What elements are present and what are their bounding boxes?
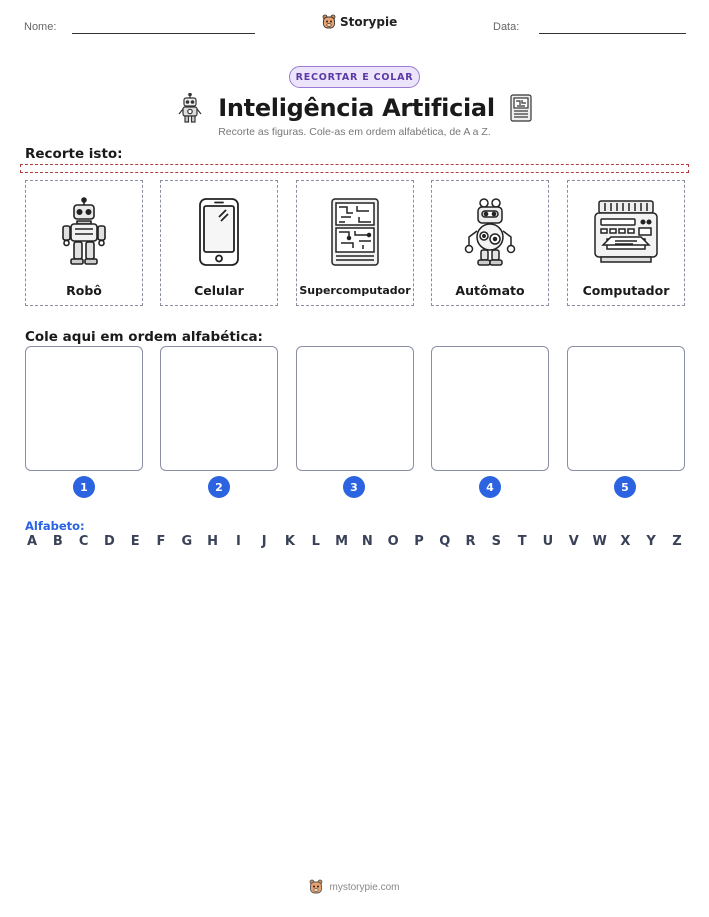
- card-label: Celular: [194, 283, 244, 298]
- alphabet-letter: Z: [672, 534, 682, 549]
- title-row: [0, 90, 709, 126]
- footer: [0, 879, 709, 895]
- cut-card-supercomputador[interactable]: [296, 180, 414, 306]
- slot-number-4: 4: [479, 476, 501, 498]
- alphabet-letter: T: [517, 534, 527, 549]
- alphabet-row: [25, 534, 684, 549]
- alphabet-heading: Alfabeto:: [25, 519, 85, 533]
- slot-number-2: 2: [208, 476, 230, 498]
- storypie-mascot-icon: [309, 879, 323, 895]
- paste-slot-2[interactable]: [160, 346, 278, 471]
- storypie-mascot-icon: [322, 14, 336, 30]
- alphabet-letter: H: [207, 534, 219, 549]
- alphabet-letter: B: [52, 534, 63, 549]
- alphabet-letter: U: [542, 534, 554, 549]
- card-label: Autômato: [455, 283, 525, 298]
- cut-card-automato[interactable]: [431, 180, 549, 306]
- alphabet-letter: O: [387, 534, 399, 549]
- alphabet-letter: I: [235, 534, 241, 549]
- slot-number-3: 3: [343, 476, 365, 498]
- name-line[interactable]: [72, 33, 255, 34]
- card-label: Supercomputador: [299, 284, 411, 297]
- supercomputer-deco-icon: [509, 93, 533, 123]
- alphabet-letter: C: [78, 534, 89, 549]
- alphabet-letter: L: [311, 534, 320, 549]
- slot-number-1: 1: [73, 476, 95, 498]
- instructions: Recorte as figuras. Cole-as em ordem alfabética, de A a Z.: [218, 126, 491, 138]
- robot-icon: [59, 197, 109, 267]
- date-line[interactable]: [539, 33, 686, 34]
- page-title: Inteligência Artificial: [218, 94, 495, 122]
- alphabet-letter: M: [335, 534, 349, 549]
- alphabet-letter: S: [491, 534, 502, 549]
- automaton-icon: [460, 197, 520, 267]
- alphabet-letter: G: [181, 534, 193, 549]
- alphabet-letter: V: [568, 534, 579, 549]
- alphabet-letter: Y: [646, 534, 656, 549]
- paste-slot-5[interactable]: [567, 346, 685, 471]
- paste-heading: Cole aqui em ordem alfabética:: [25, 329, 263, 345]
- paste-slot-1[interactable]: [25, 346, 143, 471]
- paste-slot-4[interactable]: [431, 346, 549, 471]
- date-label: Data:: [493, 21, 520, 33]
- alphabet-letter: F: [156, 534, 166, 549]
- cut-line: [20, 164, 689, 173]
- cut-card-celular[interactable]: [160, 180, 278, 306]
- alphabet-letter: K: [284, 534, 295, 549]
- robot-deco-icon: [176, 93, 204, 123]
- alphabet-letter: A: [26, 534, 38, 549]
- alphabet-letter: N: [361, 534, 373, 549]
- alphabet-letter: X: [620, 534, 631, 549]
- alphabet-letter: J: [261, 534, 267, 549]
- cut-heading: Recorte isto:: [25, 146, 123, 162]
- card-label: Computador: [582, 283, 670, 298]
- supercomputer-icon: [329, 197, 381, 267]
- alphabet-letter: W: [592, 534, 607, 549]
- brand-name: Storypie: [340, 15, 398, 29]
- activity-badge: RECORTAR E COLAR: [289, 66, 420, 88]
- card-label: Robô: [66, 283, 102, 298]
- alphabet-letter: D: [103, 534, 115, 549]
- cellphone-icon: [196, 197, 242, 267]
- alphabet-letter: Q: [439, 534, 451, 549]
- computer-icon: [591, 199, 661, 265]
- name-label: Nome:: [24, 21, 57, 33]
- footer-url[interactable]: mystorypie.com: [329, 881, 400, 893]
- cut-card-robo[interactable]: [25, 180, 143, 306]
- alphabet-letter: R: [465, 534, 476, 549]
- alphabet-letter: P: [414, 534, 424, 549]
- slot-number-5: 5: [614, 476, 636, 498]
- cut-card-computador[interactable]: [567, 180, 685, 306]
- brand-logo: [322, 14, 397, 30]
- alphabet-letter: E: [130, 534, 140, 549]
- paste-slot-3[interactable]: [296, 346, 414, 471]
